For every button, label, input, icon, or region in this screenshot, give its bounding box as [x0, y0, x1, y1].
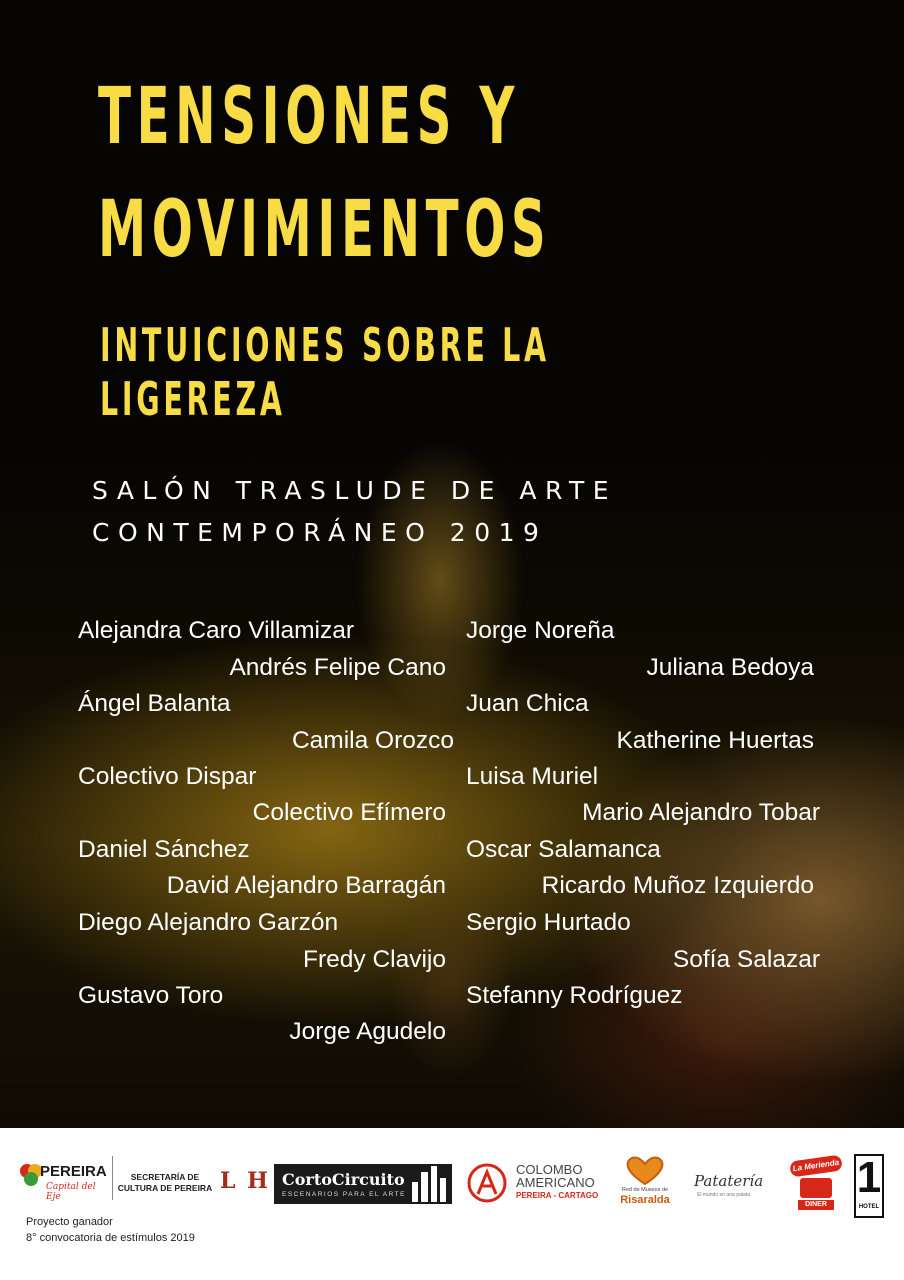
artist-name: Luisa Muriel — [466, 763, 599, 790]
patateria-logo — [694, 1168, 774, 1204]
artist-name: Ángel Balanta — [78, 690, 231, 717]
artist-name: Fredy Clavijo — [303, 946, 446, 973]
subtitle-line-2: LIGEREZA — [100, 372, 286, 426]
hotel-number: 1 — [856, 1153, 882, 1202]
patateria-tagline: El mundo en una patata — [697, 1192, 751, 1198]
red-museos-logo — [620, 1156, 670, 1210]
artist-name: Gustavo Toro — [78, 982, 224, 1009]
artist-name: Alejandra Caro Villamizar — [78, 617, 354, 644]
artist-name: Stefanny Rodríguez — [466, 982, 683, 1009]
pereira-tagline: Capital del Eje — [46, 1182, 96, 1202]
cortocircuito-tagline: ESCENARIOS PARA EL ARTE — [282, 1191, 406, 1198]
cortocircuito-logo — [274, 1164, 452, 1204]
hotel-logo — [854, 1154, 884, 1218]
red-museos-small: Red de Museos de — [621, 1187, 669, 1193]
secretaria-logo: SECRETARÍA DE CULTURA DE PEREIRA — [117, 1172, 213, 1193]
artist-name: Jorge Agudelo — [289, 1018, 446, 1045]
artist-name: Juan Chica — [466, 690, 589, 717]
colombo-line1: COLOMBO — [516, 1162, 583, 1177]
colombo-line3: PEREIRA - CARTAGO — [516, 1191, 599, 1200]
artist-name: Daniel Sánchez — [78, 836, 250, 863]
merienda-car-icon — [800, 1178, 832, 1198]
salon-line-1: SALÓN TRASLUDE DE ARTE — [92, 476, 618, 505]
heart-icon — [622, 1156, 668, 1186]
skyline-icon — [408, 1164, 448, 1202]
red-museos-name: Risaralda — [620, 1194, 670, 1206]
lh-logo: L H — [220, 1168, 270, 1194]
title-line-1: TENSIONES Y — [98, 72, 521, 162]
artist-name: Katherine Huertas — [616, 727, 814, 754]
pereira-name: PEREIRA — [40, 1163, 107, 1180]
merienda-name: La Merienda — [789, 1154, 843, 1177]
merienda-sub: DINER — [798, 1200, 834, 1210]
artist-name: Camila Orozco — [291, 727, 454, 754]
artist-name: Mario Alejandro Tobar — [582, 799, 820, 826]
footer-note-line-2: 8° convocatoria de estímulos 2019 — [26, 1232, 195, 1244]
hotel-label: HOTEL — [858, 1204, 880, 1210]
divider — [112, 1156, 113, 1200]
cortocircuito-name: CortoCircuito — [282, 1170, 405, 1189]
colombo-a-icon — [466, 1162, 508, 1204]
footer-note-line-1: Proyecto ganador — [26, 1216, 113, 1228]
artist-name: Jorge Noreña — [466, 617, 615, 644]
title-line-2: MOVIMIENTOS — [98, 185, 552, 275]
artist-name: David Alejandro Barragán — [166, 872, 446, 899]
artist-name: Colectivo Efímero — [252, 799, 446, 826]
patateria-name: Patatería — [694, 1172, 764, 1190]
artist-name: Ricardo Muñoz Izquierdo — [541, 872, 814, 899]
salon-line-2: CONTEMPORÁNEO 2019 — [92, 518, 548, 547]
artist-name: Oscar Salamanca — [466, 836, 661, 863]
colombo-line2: AMERICANO — [516, 1175, 595, 1190]
la-merienda-logo — [788, 1154, 844, 1212]
artist-name: Diego Alejandro Garzón — [78, 909, 339, 936]
sponsor-footer — [0, 1128, 904, 1280]
pereira-logo — [18, 1158, 110, 1202]
colombo-americano-logo — [466, 1162, 616, 1208]
subtitle-line-1: INTUICIONES SOBRE LA — [100, 318, 550, 372]
artist-name: Sofía Salazar — [672, 946, 820, 973]
artist-name: Juliana Bedoya — [646, 654, 814, 681]
artist-name: Sergio Hurtado — [466, 909, 631, 936]
artist-name: Andrés Felipe Cano — [229, 654, 446, 681]
artist-name: Colectivo Dispar — [78, 763, 257, 790]
